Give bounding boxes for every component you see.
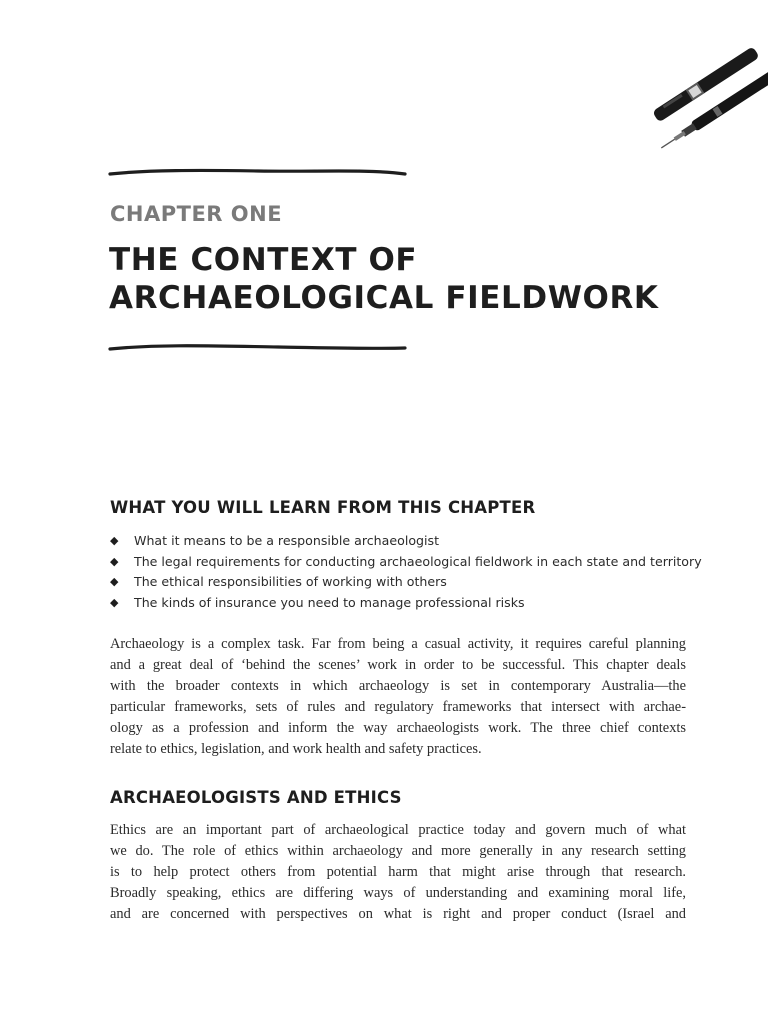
list-item-text: The kinds of insurance you need to manage professional risks bbox=[134, 594, 525, 610]
paragraph-line: Broadly speaking, ethics are differing ways of understanding and examining moral life, bbox=[110, 885, 686, 901]
ethics-paragraph bbox=[110, 820, 686, 925]
diamond-bullet-icon: ◆ bbox=[110, 575, 119, 588]
learning-objectives-list bbox=[110, 531, 710, 613]
diamond-bullet-icon: ◆ bbox=[110, 534, 119, 547]
technical-pen-icon bbox=[630, 30, 768, 155]
chapter-title-line: THE CONTEXT OF bbox=[109, 242, 418, 278]
list-item bbox=[110, 593, 710, 614]
paragraph-line: particular frameworks, sets of rules and regulatory frameworks that intersect with archae- bbox=[110, 699, 686, 715]
diamond-bullet-icon: ◆ bbox=[110, 554, 119, 568]
list-item-text: The legal requirements for conducting archaeological fieldwork in each state and territory bbox=[134, 553, 702, 569]
paragraph-line: and are concerned with perspectives on what is right and proper conduct (Israel and bbox=[110, 906, 686, 922]
list-item bbox=[110, 572, 710, 593]
chapter-title-line: ARCHAEOLOGICAL FIELDWORK bbox=[109, 280, 659, 316]
diamond-bullet-icon: ◆ bbox=[110, 595, 119, 609]
ethics-heading: ARCHAEOLOGISTS AND ETHICS bbox=[110, 788, 402, 807]
paragraph-line: and a great deal of ‘behind the scenes’ work in order to be successful. This chapter deals bbox=[110, 657, 686, 673]
intro-paragraph bbox=[110, 634, 686, 760]
paragraph-line: we do. The role of ethics within archaeology and more generally in any research setting bbox=[110, 843, 686, 859]
paragraph-line: Archaeology is a complex task. Far from being a casual activity, it requires careful planning bbox=[110, 636, 686, 652]
list-item-text: What it means to be a responsible archaeologist bbox=[134, 533, 440, 548]
list-item-text: The ethical responsibilities of working with others bbox=[134, 574, 447, 589]
paragraph-line: relate to ethics, legislation, and work health and safety practices. bbox=[110, 741, 482, 757]
paragraph-line: Ethics are an important part of archaeological practice today and govern much of what bbox=[110, 822, 686, 838]
paragraph-line: ology as a profession and inform the way archaeologists work. The three chief contexts bbox=[110, 720, 686, 736]
paragraph-line: is to help protect others from potential harm that might arise through that research. bbox=[110, 864, 686, 880]
learning-objectives-heading: WHAT YOU WILL LEARN FROM THIS CHAPTER bbox=[110, 498, 536, 517]
chapter-label: CHAPTER ONE bbox=[110, 202, 283, 226]
chapter-title bbox=[109, 241, 729, 317]
brush-stroke-divider-top bbox=[108, 165, 408, 179]
list-item bbox=[110, 552, 710, 573]
paragraph-line: with the broader contexts in which archaeology is set in contemporary Australia—the bbox=[110, 678, 686, 694]
list-item bbox=[110, 531, 710, 552]
brush-stroke-divider-bottom bbox=[108, 341, 408, 355]
